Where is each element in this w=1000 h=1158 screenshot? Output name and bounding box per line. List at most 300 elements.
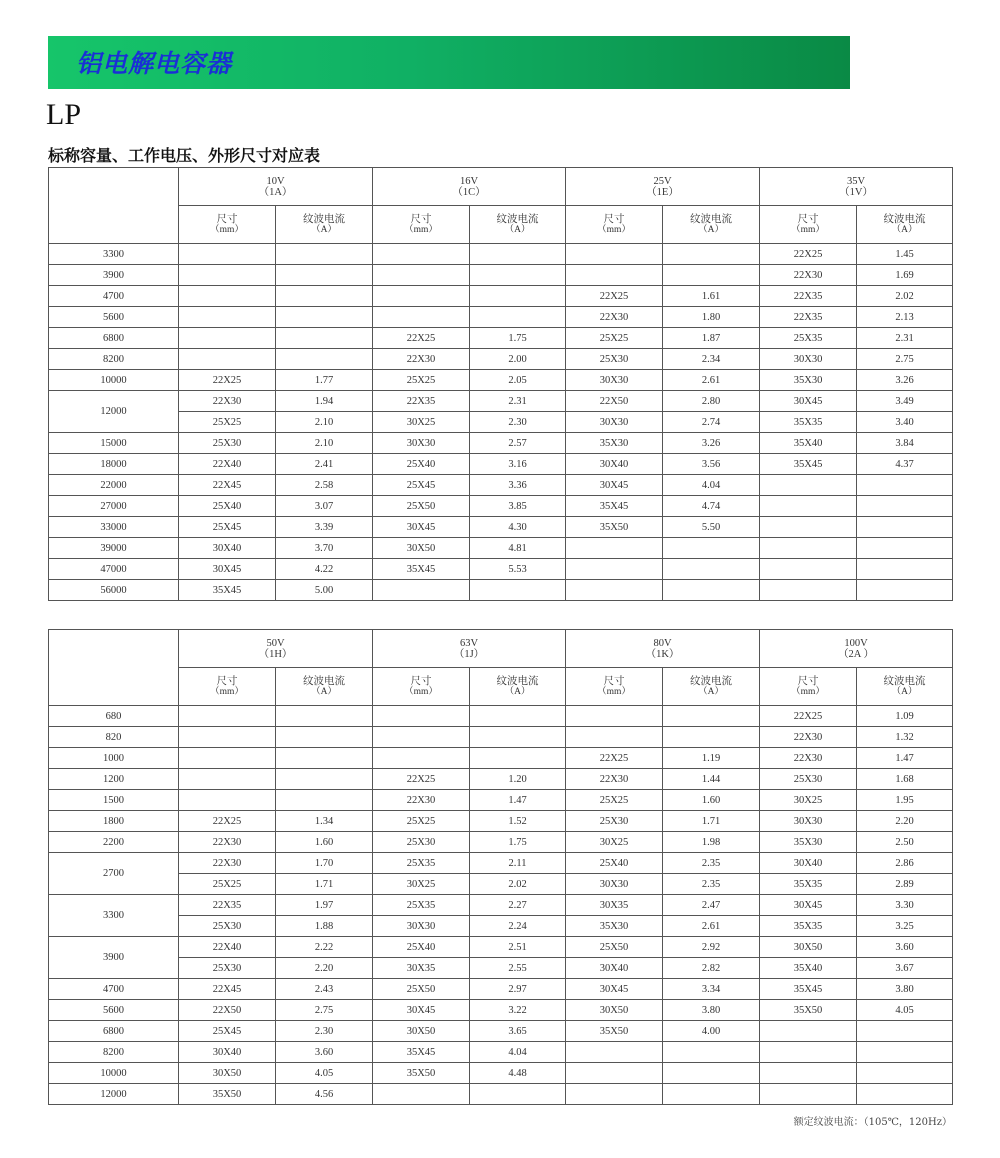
ripple-cell: 3.65 <box>470 1021 566 1042</box>
table-row <box>49 1063 953 1084</box>
ripple-cell: 1.09 <box>857 706 953 727</box>
ripple-cell: 2.43 <box>276 979 373 1000</box>
table-row <box>49 328 953 349</box>
size-cell: 22X25 <box>179 370 276 391</box>
capacitance-cell: 27000 <box>49 496 179 517</box>
size-cell <box>179 286 276 307</box>
size-cell <box>179 328 276 349</box>
column-header-row <box>49 668 953 706</box>
size-cell <box>373 286 470 307</box>
banner-title: 铝电解电容器 <box>76 49 233 78</box>
size-cell: 35X45 <box>566 496 663 517</box>
model-name: LP <box>46 98 82 131</box>
capacitance-cell: 12000 <box>49 1084 179 1105</box>
ripple-cell <box>663 1084 760 1105</box>
ripple-cell <box>470 727 566 748</box>
ripple-cell <box>663 1042 760 1063</box>
size-cell: 35X30 <box>760 370 857 391</box>
table-row <box>49 286 953 307</box>
ripple-cell <box>276 727 373 748</box>
size-cell: 22X30 <box>179 832 276 853</box>
size-cell <box>566 244 663 265</box>
ripple-cell: 2.57 <box>470 433 566 454</box>
size-cell: 25X40 <box>373 937 470 958</box>
size-cell: 30X50 <box>179 1063 276 1084</box>
ripple-cell: 4.22 <box>276 559 373 580</box>
voltage-header-row <box>49 630 953 668</box>
ripple-cell <box>857 475 953 496</box>
size-cell <box>760 1063 857 1084</box>
table-row <box>49 307 953 328</box>
ripple-cell <box>663 727 760 748</box>
capacitance-cell: 33000 <box>49 517 179 538</box>
ripple-cell: 1.68 <box>857 769 953 790</box>
size-cell <box>566 559 663 580</box>
size-cell: 35X30 <box>760 832 857 853</box>
size-header <box>179 668 276 706</box>
size-cell <box>179 244 276 265</box>
ripple-cell: 4.05 <box>276 1063 373 1084</box>
size-cell: 22X35 <box>760 307 857 328</box>
size-cell: 22X25 <box>373 328 470 349</box>
size-cell: 25X40 <box>566 853 663 874</box>
size-cell: 30X50 <box>373 1021 470 1042</box>
size-cell: 22X45 <box>179 475 276 496</box>
capacitance-cell: 1500 <box>49 790 179 811</box>
ripple-cell <box>276 349 373 370</box>
ripple-cell: 3.25 <box>857 916 953 937</box>
ripple-cell: 3.60 <box>276 1042 373 1063</box>
ripple-cell <box>663 580 760 601</box>
capacitance-cell: 1200 <box>49 769 179 790</box>
size-cell <box>760 1042 857 1063</box>
table-row <box>49 559 953 580</box>
capacitance-cell: 12000 <box>49 391 179 433</box>
ripple-cell: 4.05 <box>857 1000 953 1021</box>
size-cell: 25X35 <box>760 328 857 349</box>
ripple-cell <box>857 1042 953 1063</box>
size-cell: 30X25 <box>566 832 663 853</box>
size-cell: 22X30 <box>566 769 663 790</box>
size-header-label: 尺寸 <box>410 675 432 687</box>
size-cell: 35X50 <box>566 517 663 538</box>
size-cell: 30X30 <box>566 874 663 895</box>
ripple-cell <box>276 307 373 328</box>
ripple-cell <box>857 1021 953 1042</box>
size-cell <box>566 265 663 286</box>
ripple-cell: 2.58 <box>276 475 373 496</box>
ripple-cell: 5.53 <box>470 559 566 580</box>
ripple-cell: 1.45 <box>857 244 953 265</box>
size-cell: 25X30 <box>566 349 663 370</box>
ripple-cell <box>663 706 760 727</box>
ripple-header <box>470 668 566 706</box>
size-header-unit: （mm） <box>404 686 438 697</box>
size-header-unit: （mm） <box>210 224 244 235</box>
size-cell <box>179 769 276 790</box>
ripple-header <box>663 206 760 244</box>
capacitance-cell: 47000 <box>49 559 179 580</box>
ripple-cell: 1.34 <box>276 811 373 832</box>
size-cell: 22X30 <box>179 853 276 874</box>
size-cell: 22X30 <box>760 748 857 769</box>
size-cell <box>760 580 857 601</box>
size-cell: 30X40 <box>179 538 276 559</box>
ripple-cell: 2.80 <box>663 391 760 412</box>
size-cell: 35X35 <box>760 916 857 937</box>
ripple-cell: 2.10 <box>276 433 373 454</box>
table-row <box>49 580 953 601</box>
table-row <box>49 1084 953 1105</box>
size-cell <box>760 559 857 580</box>
ripple-cell <box>470 1084 566 1105</box>
ripple-cell: 3.56 <box>663 454 760 475</box>
ripple-cell: 2.75 <box>276 1000 373 1021</box>
ripple-cell: 3.30 <box>857 895 953 916</box>
size-cell: 22X45 <box>179 979 276 1000</box>
ripple-cell: 1.80 <box>663 307 760 328</box>
size-cell <box>760 1084 857 1105</box>
voltage-code: （1K） <box>645 648 680 660</box>
table-row <box>49 895 953 916</box>
ripple-cell: 3.49 <box>857 391 953 412</box>
ripple-cell <box>857 496 953 517</box>
size-cell: 22X50 <box>179 1000 276 1021</box>
size-cell: 22X40 <box>179 937 276 958</box>
size-cell: 22X35 <box>179 895 276 916</box>
ripple-cell: 2.31 <box>470 391 566 412</box>
ripple-cell: 2.41 <box>276 454 373 475</box>
capacitance-cell: 2700 <box>49 853 179 895</box>
table-row <box>49 412 953 433</box>
ripple-cell <box>276 265 373 286</box>
size-cell: 25X30 <box>373 832 470 853</box>
ripple-cell: 2.35 <box>663 853 760 874</box>
capacitance-cell: 15000 <box>49 433 179 454</box>
size-header-label: 尺寸 <box>603 213 625 225</box>
ripple-cell <box>276 769 373 790</box>
ripple-cell: 2.51 <box>470 937 566 958</box>
ripple-header-unit: （A） <box>311 224 337 235</box>
table-row <box>49 349 953 370</box>
voltage-header-row <box>49 168 953 206</box>
size-cell: 35X45 <box>760 979 857 1000</box>
voltage-header <box>179 630 373 668</box>
size-cell: 25X45 <box>179 517 276 538</box>
voltage-header <box>566 168 760 206</box>
size-cell: 25X35 <box>373 853 470 874</box>
ripple-cell: 2.22 <box>276 937 373 958</box>
size-cell: 30X30 <box>373 916 470 937</box>
size-header <box>373 668 470 706</box>
ripple-cell <box>857 1084 953 1105</box>
size-cell: 25X35 <box>373 895 470 916</box>
title-banner <box>48 36 850 89</box>
table-row <box>49 538 953 559</box>
size-cell <box>179 790 276 811</box>
voltage-label: 50V <box>266 637 285 649</box>
size-header <box>566 668 663 706</box>
size-cell: 35X35 <box>760 874 857 895</box>
ripple-cell <box>663 244 760 265</box>
size-cell: 35X30 <box>566 916 663 937</box>
size-header-label: 尺寸 <box>797 213 819 225</box>
capacitance-cell: 18000 <box>49 454 179 475</box>
ripple-cell <box>470 244 566 265</box>
ripple-cell: 3.80 <box>857 979 953 1000</box>
size-cell: 30X35 <box>566 895 663 916</box>
size-header <box>179 206 276 244</box>
ripple-cell: 1.44 <box>663 769 760 790</box>
ripple-cell: 1.97 <box>276 895 373 916</box>
voltage-header <box>373 630 566 668</box>
table-row <box>49 958 953 979</box>
ripple-cell <box>276 748 373 769</box>
ripple-cell <box>470 580 566 601</box>
ripple-cell: 3.80 <box>663 1000 760 1021</box>
table-row <box>49 1042 953 1063</box>
size-cell: 35X45 <box>179 580 276 601</box>
size-cell: 35X40 <box>760 958 857 979</box>
size-cell <box>179 349 276 370</box>
size-cell: 25X25 <box>373 811 470 832</box>
size-cell <box>566 580 663 601</box>
size-cell: 25X30 <box>760 769 857 790</box>
table-row <box>49 811 953 832</box>
size-cell: 22X25 <box>566 286 663 307</box>
ripple-header <box>857 668 953 706</box>
ripple-cell <box>276 790 373 811</box>
size-cell: 22X30 <box>373 790 470 811</box>
table-row <box>49 769 953 790</box>
capacitance-cell: 2200 <box>49 832 179 853</box>
table-row <box>49 433 953 454</box>
ripple-cell <box>663 1063 760 1084</box>
size-cell: 22X25 <box>760 706 857 727</box>
size-cell <box>760 475 857 496</box>
capacitance-cell: 3300 <box>49 895 179 937</box>
voltage-code: （1E） <box>646 186 679 198</box>
size-cell: 22X30 <box>179 391 276 412</box>
size-cell <box>760 496 857 517</box>
size-cell: 25X25 <box>373 370 470 391</box>
size-cell: 30X40 <box>566 958 663 979</box>
size-header-unit: （mm） <box>791 686 825 697</box>
size-cell: 25X25 <box>179 412 276 433</box>
size-cell: 35X45 <box>373 559 470 580</box>
size-cell: 30X25 <box>760 790 857 811</box>
ripple-cell: 1.70 <box>276 853 373 874</box>
ripple-header-label: 纹波电流 <box>496 675 539 687</box>
table-row <box>49 727 953 748</box>
ripple-header-unit: （A） <box>891 224 918 235</box>
size-cell: 25X30 <box>179 916 276 937</box>
size-cell: 30X50 <box>566 1000 663 1021</box>
spec-table-low-voltage <box>48 167 953 601</box>
table-row <box>49 748 953 769</box>
ripple-header-label: 纹波电流 <box>303 675 345 687</box>
ripple-cell: 2.50 <box>857 832 953 853</box>
voltage-code: （1C） <box>452 186 486 198</box>
ripple-cell: 1.87 <box>663 328 760 349</box>
size-cell <box>179 265 276 286</box>
ripple-cell <box>470 265 566 286</box>
table-row <box>49 1000 953 1021</box>
ripple-header <box>470 206 566 244</box>
table-row <box>49 979 953 1000</box>
voltage-header <box>179 168 373 206</box>
ripple-header-label: 纹波电流 <box>883 675 926 687</box>
table-subtitle: 标称容量、工作电压、外形尺寸对应表 <box>48 146 321 165</box>
ripple-cell: 2.05 <box>470 370 566 391</box>
size-cell: 30X40 <box>566 454 663 475</box>
size-cell <box>373 265 470 286</box>
ripple-cell <box>276 244 373 265</box>
voltage-code: （2A ） <box>838 648 874 660</box>
size-header-label: 尺寸 <box>603 675 625 687</box>
size-cell <box>373 706 470 727</box>
size-cell: 30X45 <box>373 517 470 538</box>
size-cell: 22X35 <box>373 391 470 412</box>
ripple-cell: 5.00 <box>276 580 373 601</box>
voltage-label: 80V <box>653 637 672 649</box>
capacitance-cell: 56000 <box>49 580 179 601</box>
ripple-cell: 4.37 <box>857 454 953 475</box>
size-header <box>760 668 857 706</box>
size-cell: 35X50 <box>760 1000 857 1021</box>
size-header-unit: （mm） <box>597 224 631 235</box>
ripple-cell: 3.07 <box>276 496 373 517</box>
ripple-cell: 3.26 <box>857 370 953 391</box>
size-header-label: 尺寸 <box>216 213 238 225</box>
capacitance-cell: 680 <box>49 706 179 727</box>
ripple-cell: 2.61 <box>663 370 760 391</box>
size-cell: 22X50 <box>566 391 663 412</box>
ripple-cell: 2.92 <box>663 937 760 958</box>
size-cell <box>373 748 470 769</box>
size-cell: 25X50 <box>373 979 470 1000</box>
ripple-cell: 5.50 <box>663 517 760 538</box>
size-cell <box>179 706 276 727</box>
ripple-header-label: 纹波电流 <box>496 213 539 225</box>
ripple-cell: 1.71 <box>663 811 760 832</box>
size-cell: 25X25 <box>566 328 663 349</box>
ripple-cell: 2.89 <box>857 874 953 895</box>
ripple-cell <box>470 748 566 769</box>
capacitance-cell: 6800 <box>49 1021 179 1042</box>
ripple-cell <box>857 1063 953 1084</box>
table-row <box>49 265 953 286</box>
ripple-cell: 2.61 <box>663 916 760 937</box>
ripple-cell <box>470 286 566 307</box>
ripple-cell <box>663 538 760 559</box>
ripple-cell: 1.32 <box>857 727 953 748</box>
ripple-cell: 2.30 <box>470 412 566 433</box>
size-cell: 30X30 <box>760 811 857 832</box>
ripple-cell: 1.88 <box>276 916 373 937</box>
size-cell: 35X50 <box>566 1021 663 1042</box>
size-cell: 25X50 <box>373 496 470 517</box>
size-cell <box>566 1042 663 1063</box>
ripple-cell: 1.98 <box>663 832 760 853</box>
ripple-cell: 3.16 <box>470 454 566 475</box>
size-cell: 22X25 <box>179 811 276 832</box>
size-cell <box>373 1084 470 1105</box>
ripple-cell <box>276 286 373 307</box>
ripple-cell: 3.40 <box>857 412 953 433</box>
ripple-cell: 3.26 <box>663 433 760 454</box>
ripple-cell: 1.19 <box>663 748 760 769</box>
ripple-cell: 1.47 <box>470 790 566 811</box>
size-cell <box>179 307 276 328</box>
voltage-header <box>373 168 566 206</box>
size-cell: 25X30 <box>566 811 663 832</box>
size-cell: 30X25 <box>373 874 470 895</box>
size-cell <box>566 538 663 559</box>
ripple-cell: 2.82 <box>663 958 760 979</box>
ripple-cell <box>470 307 566 328</box>
size-cell: 30X30 <box>760 349 857 370</box>
capacitance-cell: 8200 <box>49 349 179 370</box>
size-cell: 30X45 <box>373 1000 470 1021</box>
ripple-cell <box>857 538 953 559</box>
table-row <box>49 391 953 412</box>
ripple-cell: 1.77 <box>276 370 373 391</box>
size-cell: 22X25 <box>760 244 857 265</box>
size-header-unit: （mm） <box>210 686 244 697</box>
size-cell: 30X45 <box>566 475 663 496</box>
corner-cell <box>49 168 179 244</box>
voltage-header <box>760 630 953 668</box>
ripple-cell: 2.31 <box>857 328 953 349</box>
ripple-cell: 2.75 <box>857 349 953 370</box>
ripple-cell: 1.61 <box>663 286 760 307</box>
capacitance-cell: 1800 <box>49 811 179 832</box>
footnote: 额定纹波电流：（105℃，120Hz） <box>793 1117 952 1128</box>
ripple-cell: 3.70 <box>276 538 373 559</box>
corner-cell <box>49 630 179 706</box>
ripple-cell: 4.04 <box>470 1042 566 1063</box>
table-row <box>49 370 953 391</box>
capacitance-cell: 10000 <box>49 1063 179 1084</box>
ripple-cell: 3.67 <box>857 958 953 979</box>
size-header <box>373 206 470 244</box>
voltage-label: 100V <box>844 637 868 649</box>
ripple-cell: 2.20 <box>857 811 953 832</box>
table-row <box>49 496 953 517</box>
ripple-cell: 1.52 <box>470 811 566 832</box>
ripple-header <box>276 206 373 244</box>
table-row <box>49 244 953 265</box>
size-cell: 35X50 <box>373 1063 470 1084</box>
voltage-code: （1H） <box>258 648 293 660</box>
capacitance-cell: 5600 <box>49 307 179 328</box>
capacitance-cell: 3900 <box>49 265 179 286</box>
ripple-cell: 2.86 <box>857 853 953 874</box>
size-cell: 30X40 <box>760 853 857 874</box>
size-cell: 22X30 <box>760 265 857 286</box>
table-row <box>49 454 953 475</box>
ripple-cell: 2.35 <box>663 874 760 895</box>
ripple-cell: 2.02 <box>470 874 566 895</box>
size-header-unit: （mm） <box>791 224 825 235</box>
size-cell <box>566 727 663 748</box>
ripple-cell: 2.24 <box>470 916 566 937</box>
ripple-cell: 3.34 <box>663 979 760 1000</box>
voltage-code: （1A） <box>258 186 293 198</box>
ripple-header-unit: （A） <box>698 224 724 235</box>
ripple-cell: 1.60 <box>276 832 373 853</box>
